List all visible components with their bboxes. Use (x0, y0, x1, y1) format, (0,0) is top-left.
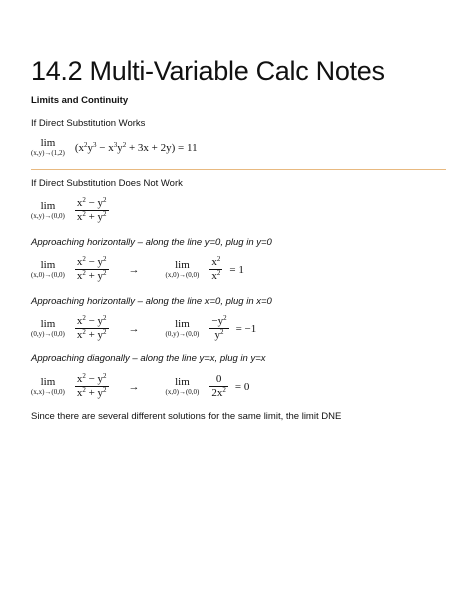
equation-limit-quotient (31, 197, 109, 224)
section-divider (31, 169, 446, 170)
lim-word: lim (40, 318, 56, 330)
fraction-numerator: $x^2$ (211, 255, 221, 268)
horizontal-approach-label: Approaching horizontally – along the line y=0, plug in y=0 (31, 237, 272, 248)
limit-operator (31, 377, 65, 396)
limit-operator-substituted (166, 260, 200, 279)
fraction-numerator: $x^2 - y^2$ (76, 255, 107, 268)
fraction-substituted (209, 373, 228, 400)
diagonal-approach-label: Approaching diagonally – along the line y=x, plug in y=x (31, 353, 266, 364)
fraction-numerator: $x^2 - y^2$ (76, 196, 107, 209)
limit-operator-substituted (166, 377, 200, 396)
fraction-denominator: $y^2$ (209, 328, 228, 342)
page-title: 14.2 Multi-Variable Calc Notes (31, 56, 385, 86)
equation-vertical-approach (31, 315, 256, 342)
direct-substitution-works-label: If Direct Substitution Works (31, 118, 146, 129)
fraction (75, 256, 109, 283)
direct-substitution-fails-label: If Direct Substitution Does Not Work (31, 178, 183, 189)
arrow-icon: → (128, 380, 140, 393)
polynomial-expression: $(x^2y^3 - x^3y^2 + 3x + 2y) = 11$ (74, 140, 198, 154)
limit-operator (31, 201, 65, 220)
lim-word: lim (40, 200, 56, 212)
lim-subscript: (x,0)→(0,0) (31, 271, 65, 279)
equation-horizontal-approach (31, 256, 244, 283)
fraction-denominator: $2x^2$ (211, 386, 226, 399)
conclusion-text: Since there are several different solutions for the same limit, the limit DNE (31, 411, 342, 422)
fraction-numerator: $x^2 - y^2$ (76, 372, 107, 385)
lim-word: lim (175, 376, 190, 388)
result-value: = −1 (235, 322, 257, 335)
fraction (75, 315, 109, 342)
limit-operator (31, 260, 65, 279)
result-value: = 1 (229, 263, 244, 276)
fraction-denominator: $x^2 + y^2$ (76, 210, 107, 223)
lim-subscript: (0,y)→(0,0) (165, 330, 200, 338)
lim-word: lim (40, 376, 56, 388)
lim-word: lim (40, 137, 56, 149)
equation-diagonal-approach (31, 373, 249, 400)
arrow-icon: → (128, 263, 140, 276)
limit-operator (31, 138, 65, 157)
lim-subscript: (x,y)→(1,2) (31, 149, 65, 157)
fraction (75, 373, 109, 400)
equation-direct-substitution (31, 138, 198, 157)
lim-subscript: (x,0)→(0,0) (165, 388, 200, 396)
lim-subscript: (0,y)→(0,0) (31, 330, 65, 338)
section-heading: Limits and Continuity (31, 95, 129, 106)
arrow-icon: → (128, 322, 140, 335)
lim-word: lim (175, 259, 190, 271)
fraction-substituted (209, 256, 222, 283)
lim-subscript: (x,x)→(0,0) (31, 388, 65, 396)
fraction-numerator: $-y^2$ (211, 314, 227, 327)
fraction-denominator: $x^2 + y^2$ (76, 269, 107, 282)
lim-subscript: (x,y)→(0,0) (31, 212, 65, 220)
lim-word: lim (175, 318, 190, 330)
fraction-substituted (209, 315, 228, 342)
vertical-approach-label: Approaching horizontally – along the line x=0, plug in x=0 (31, 296, 272, 307)
limit-operator (31, 319, 65, 338)
fraction-numerator: $x^2 - y^2$ (76, 314, 107, 327)
fraction-denominator: $x^2$ (211, 269, 221, 282)
limit-operator-substituted (166, 319, 200, 338)
fraction-denominator: $x^2 + y^2$ (76, 328, 107, 341)
lim-word: lim (40, 259, 56, 271)
fraction (75, 197, 109, 224)
result-value: = 0 (234, 380, 250, 393)
fraction-numerator: 0 (215, 373, 222, 385)
fraction-denominator: $x^2 + y^2$ (76, 386, 107, 399)
lim-subscript: (x,0)→(0,0) (165, 271, 200, 279)
